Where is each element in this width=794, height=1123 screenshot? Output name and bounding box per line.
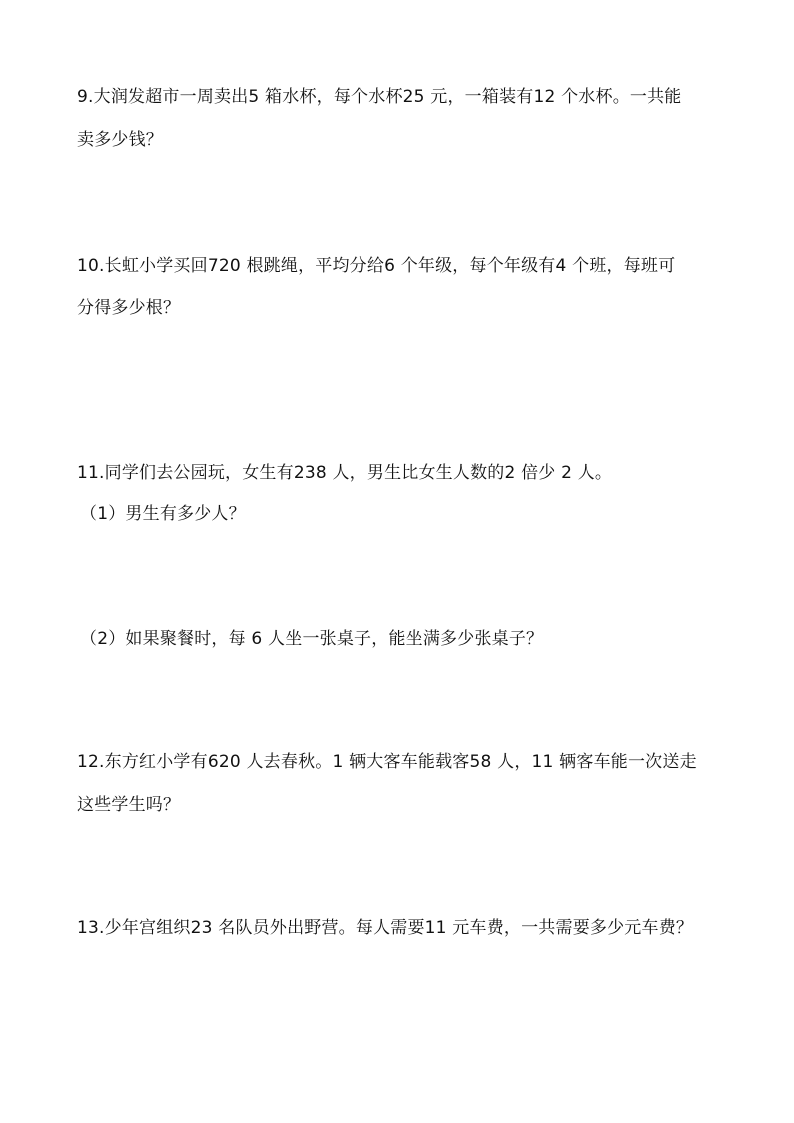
- question-9-line-1: 9.大润发超市一周卖出5 箱水杯，每个水杯25 元，一箱装有12 个水杯。一共能: [77, 87, 682, 107]
- question-11-line-1: 11.同学们去公园玩，女生有238 人，男生比女生人数的2 倍少 2 人。: [77, 463, 613, 483]
- question-11-part-2: （2）如果聚餐时，每 6 人坐一张桌子，能坐满多少张桌子？: [80, 629, 544, 649]
- question-9-line-2: 卖多少钱？: [77, 130, 163, 150]
- question-10-line-2: 分得多少根？: [77, 298, 181, 318]
- question-11-part-1: （1）男生有多少人？: [80, 504, 246, 524]
- question-10-line-1: 10.长虹小学买回720 根跳绳，平均分给6 个年级，每个年级有4 个班，每班可: [77, 256, 676, 276]
- question-13-line-1: 13.少年宫组织23 名队员外出野营。每人需要11 元车费，一共需要多少元车费？: [77, 918, 694, 938]
- question-12-line-1: 12.东方红小学有620 人去春秋。1 辆大客车能载客58 人，11 辆客车能一次送走: [77, 752, 697, 772]
- question-12-line-2: 这些学生吗？: [77, 795, 181, 815]
